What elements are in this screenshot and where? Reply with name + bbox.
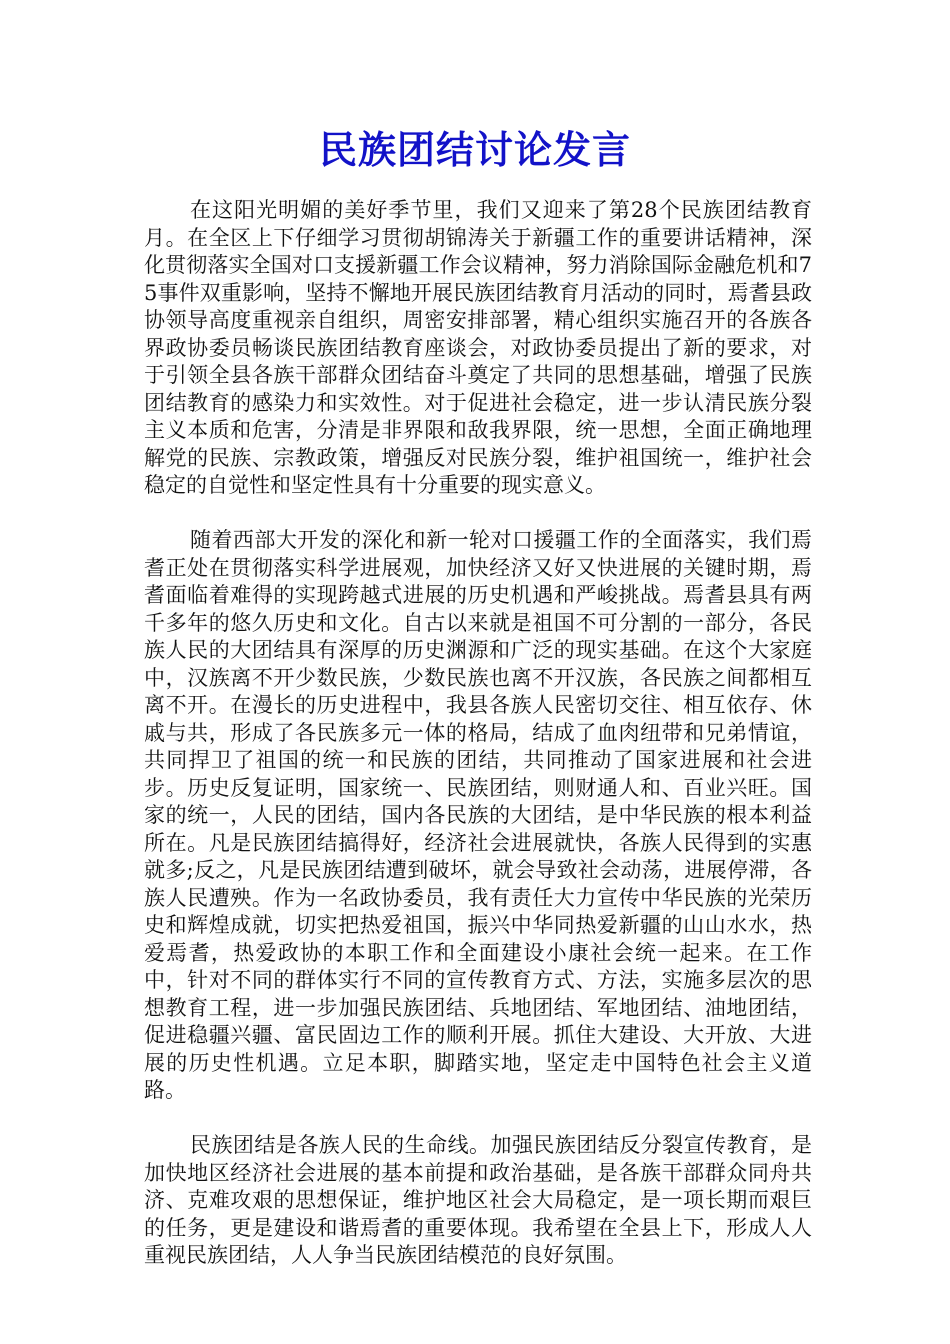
document-body <box>144 197 812 1297</box>
paragraph-3: 民族团结是各族人民的生命线。加强民族团结反分裂宣传教育，是加快地区经济社会进展的基本前提和政治基础，是各族干部群众同舟共济、克难攻艰的思想保证，维护地区社会大局稳定，是一项长期而艰巨的任务，更是建设和谐焉耆的重要体现。我希望在全县上下，形成人人重视民族团结，人人争当民族团结模范的良好氛围。 <box>144 1133 812 1267</box>
document-title: 民族团结讨论发言 <box>318 127 631 172</box>
paragraph-2: 随着西部大开发的深化和新一轮对口援疆工作的全面落实，我们焉耆正处在贯彻落实科学进展观，加快经济又好又快进展的关键时期，焉耆面临着难得的实现跨越式进展的历史机遇和严峻挑战。焉耆县具有两千多年的悠久历史和文化。自古以来就是祖国不可分割的一部分，各民族人民的大团结具有深厚的历史渊源和广泛的现实基础。在这个大家庭中，汉族离不开少数民族，少数民族也离不开汉族，各民族之间都相互离不开。在漫长的历史进程中，我县各族人民密切交往、相互依存、休戚与共，形成了各民族多元一体的格局，结成了血肉纽带和兄弟情谊，共同捍卫了祖国的统一和民族的团结，共同推动了国家进展和社会进步。历史反复证明，国家统一、民族团结，则财通人和、百业兴旺。国家的统一，人民的团结，国内各民族的大团结，是中华民族的根本利益所在。凡是民族团结搞得好，经济社会进展就快，各族人民得到的实惠就多;反之，凡是民族团结遭到破坏，就会导致社会动荡，进展停滞，各族人民遭殃。作为一名政协委员，我有责任大力宣传中华民族的光荣历史和辉煌成就，切实把热爱祖国，振兴中华同热爱新疆的山山水水，热爱焉耆，热爱政协的本职工作和全面建设小康社会统一起来。在工作中，针对不同的群体实行不同的宣传教育方式、方法，实施多层次的思想教育工程，进一步加强民族团结、兵地团结、军地团结、油地团结，促进稳疆兴疆、富民固边工作的顺利开展。抓住大建设、大开放、大进展的历史性机遇。立足本职，脚踏实地，坚定走中国特色社会主义道路。 <box>144 528 812 1102</box>
paragraph-1: 在这阳光明媚的美好季节里，我们又迎来了第28个民族团结教育月。在全区上下仔细学习贯彻胡锦涛关于新疆工作的重要讲话精神，深化贯彻落实全国对口支援新疆工作会议精神，努力消除国际金融危机和75事件双重影响，坚持不懈地开展民族团结教育月活动的同时，焉耆县政协领导高度重视亲自组织，周密安排部署，精心组织实施召开的各族各界政协委员畅谈民族团结教育座谈会，对政协委员提出了新的要求，对于引领全县各族干部群众团结奋斗奠定了共同的思想基础，增强了民族团结教育的感染力和实效性。对于促进社会稳定，进一步认清民族分裂主义本质和危害，分清是非界限和敌我界限，统一思想，全面正确地理解党的民族、宗教政策，增强反对民族分裂，维护祖国统一，维护社会稳定的自觉性和坚定性具有十分重要的现实意义。 <box>144 198 812 497</box>
